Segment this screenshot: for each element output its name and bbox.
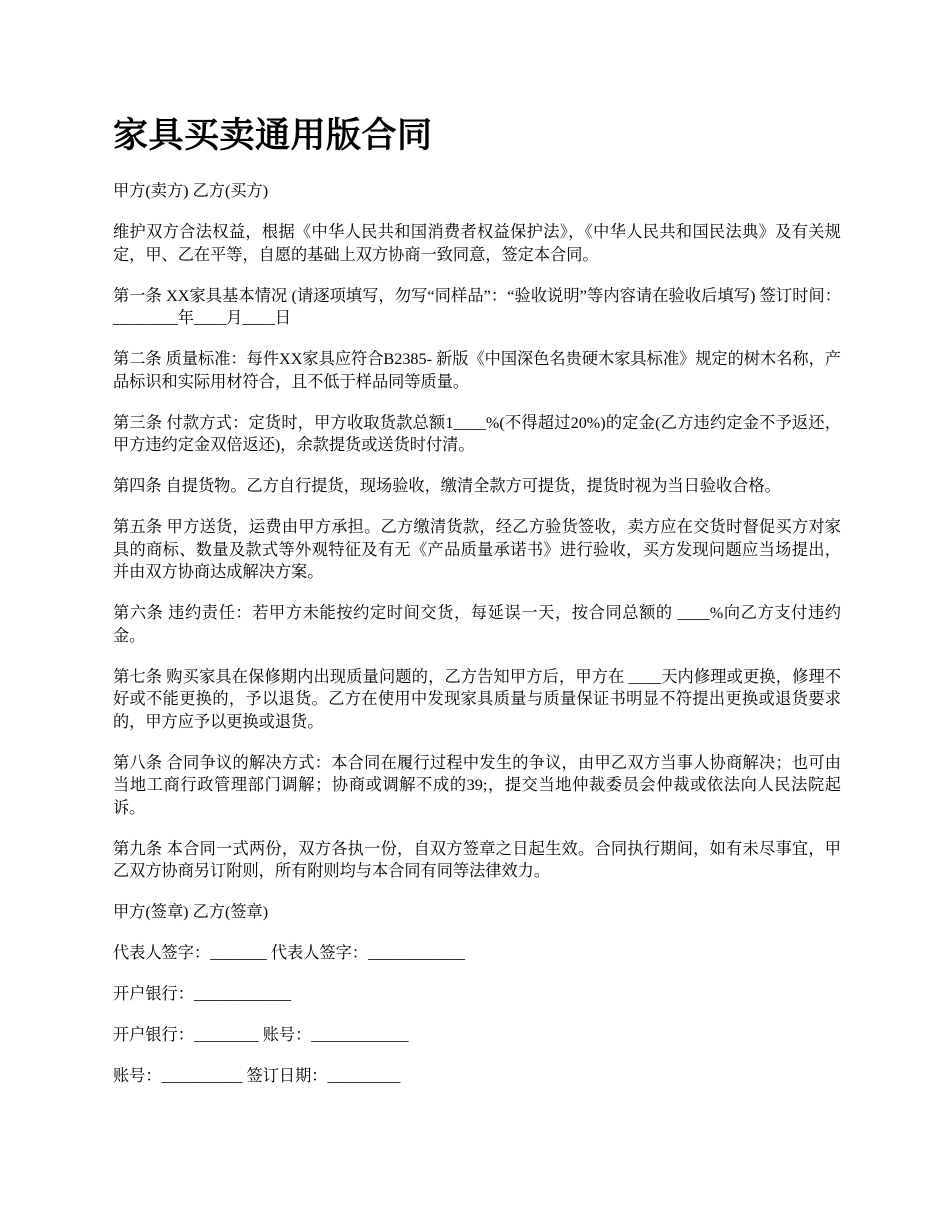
bank-account-line: 开户银行：________ 账号：____________ <box>113 1026 409 1044</box>
article-7: 第七条 购买家具在保修期内出现质量问题的，乙方告知甲方后，甲方在 ____天内修理或更换，修理不好或不能更换的，予以退货。乙方在使用中发现家具质量与质量保证书明显不符提出更换或退货要求的，甲方应予以更换或退货。 <box>113 667 841 731</box>
article-9: 第九条 本合同一式两份，双方各执一份，自双方签章之日起生效。合同执行期间，如有未尽事宜，甲乙双方协商另订附则，所有附则均与本合同有同等法律效力。 <box>113 839 841 880</box>
intro-paragraph: 维护双方合法权益，根据《中华人民共和国消费者权益保护法》，《中华人民共和国民法典》及有关规定，甲、乙在平等，自愿的基础上双方协商一致同意，签定本合同。 <box>113 223 841 264</box>
signature-parties: 甲方(签章) 乙方(签章) <box>113 903 269 921</box>
article-3: 第三条 付款方式：定货时，甲方收取货款总额1____%(不得超过20%)的定金(乙方违约定金不予返还，甲方违约定金双倍返还)，余款提货或送货时付清。 <box>113 413 841 454</box>
document-title: 家具买卖通用版合同 <box>113 115 433 156</box>
article-4: 第四条 自提货物。乙方自行提货，现场验收，缴清全款方可提货，提货时视为当日验收合格。 <box>113 477 781 495</box>
parties-line: 甲方(卖方) 乙方(买方) <box>113 182 269 200</box>
article-1: 第一条 XX家具基本情况 (请逐项填写，勿写“同样品”：“验收说明”等内容请在验收后填写) 签订时间：________年____月____日 <box>113 286 841 327</box>
article-8: 第八条 合同争议的解决方式：本合同在履行过程中发生的争议，由甲乙双方当事人协商解决；也可由当地工商行政管理部门调解；协商或调解不成的39;，提交当地仲裁委员会仲裁或依法向人民法院起诉。 <box>113 753 841 817</box>
article-2: 第二条 质量标准：每件XX家具应符合B2385- 新版《中国深色名贵硬木家具标准》规定的树木名称，产品标识和实际用材符合，且不低于样品同等质量。 <box>113 350 841 391</box>
account-date-line: 账号：__________ 签订日期：_________ <box>113 1067 401 1085</box>
article-6: 第六条 违约责任：若甲方未能按约定时间交货，每延误一天，按合同总额的 ____%向乙方支付违约金。 <box>113 604 841 645</box>
contract-document <box>113 112 841 1106</box>
bank-line: 开户银行：____________ <box>113 985 292 1003</box>
article-5: 第五条 甲方送货，运费由甲方承担。乙方缴清货款，经乙方验货签收，卖方应在交货时督促买方对家具的商标、数量及款式等外观特征及有无《产品质量承诺书》进行验收，买方发现问题应当场提出，并由双方协商达成解决方案。 <box>113 518 841 581</box>
representative-signature-line: 代表人签字：_______ 代表人签字：____________ <box>113 944 466 962</box>
